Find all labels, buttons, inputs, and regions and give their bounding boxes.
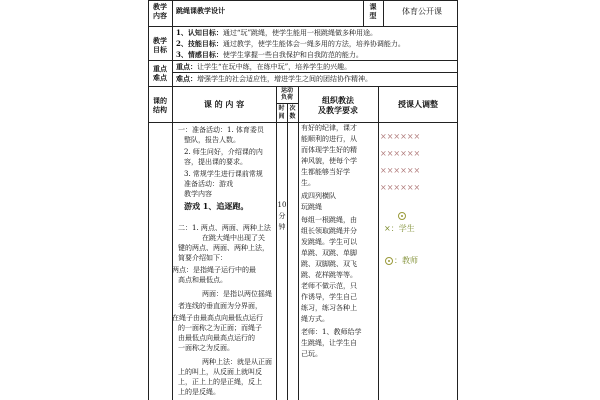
teacher-position-icon: [398, 212, 406, 220]
content-line: 一：准备活动：1. 体育委员: [178, 126, 264, 134]
divider-content-col: [276, 86, 277, 400]
content-line: 3. 常规学生进行课前常规: [184, 170, 263, 178]
method-line: 神风貌，使每个学: [301, 157, 357, 165]
difficulty-point: [176, 74, 372, 84]
content-line: 教学内容: [184, 190, 212, 198]
method-line: 生。: [301, 179, 315, 187]
content-line: 高点和最低点。: [178, 276, 227, 284]
goals-label: 教学 目标: [153, 36, 167, 54]
row-divider-4: [148, 122, 458, 123]
load-header: 运动 负荷: [280, 87, 293, 101]
content-line: 由最低点向最高点运行的: [178, 334, 255, 342]
content-line: 二：1. 两点、两面、两种上法: [178, 224, 271, 232]
method-line: 跳、花样跳等等。: [301, 271, 357, 279]
time-value: 10 分 钟: [277, 201, 287, 231]
content-line: 游戏 1、追逐跑。: [184, 201, 249, 211]
table-border-top: [148, 0, 458, 1]
method-line: 组长领取跳绳并分: [301, 227, 357, 235]
legend-teacher: ：教师: [394, 256, 418, 265]
goal-item-2: [176, 39, 405, 49]
method-line: 发跳绳。学生可以: [301, 238, 357, 246]
divider-method-col: [378, 86, 379, 400]
divider-type-value: [383, 0, 384, 26]
content-line: 容，提出课的要求。: [184, 158, 247, 166]
structure-header: 课的 结构: [153, 96, 167, 114]
divider-time-col: [287, 103, 288, 400]
goal-title-3: 3、情感目标：: [176, 50, 223, 59]
formation-row: ××××××: [380, 183, 421, 192]
content-line: 键的两点、两面、两种上法，: [178, 244, 269, 252]
count-header: 次 数: [289, 105, 296, 120]
method-header: 组织教法 及教学要求: [318, 95, 358, 115]
content-line: 在跳大绳中出现了关: [202, 234, 265, 242]
method-line: 绳方式。: [301, 315, 329, 323]
divider-load-col: [298, 86, 299, 400]
goal-text-2: 通过教学，使学生能体会一绳多用的方法，培养协调能力。: [222, 40, 405, 48]
diff-text: 增强学生的社会适应性，增进学生之间的团结协作精神。: [197, 75, 372, 83]
lesson-plan-page: [148, 0, 458, 400]
formation-row: ××××××: [380, 166, 421, 175]
method-line: 有好的纪律，课才: [301, 124, 357, 132]
row-divider-key: [172, 72, 458, 73]
formation-row: ××××××: [380, 149, 421, 158]
method-line: 跳、双脚跳、双飞: [301, 260, 357, 268]
goal-text-1: 通过“玩”跳绳，使学生能用一根跳绳做多种用途。: [222, 29, 378, 37]
legend-student: ×：学生: [384, 224, 415, 233]
method-line: 作诱导，学生自己: [301, 293, 357, 301]
goal-item-3: [176, 50, 363, 60]
keypoints-label: 重点 难点: [153, 64, 167, 82]
method-line: 玩跳绳: [301, 203, 322, 211]
diff-title: 难点：: [176, 74, 197, 83]
method-line: 老师不做示范，只: [301, 282, 357, 290]
method-line: 老师：1、教师给学: [301, 328, 362, 336]
type-value: 体育公开课: [402, 7, 442, 16]
key-point: [176, 62, 351, 72]
method-line: 能顺利的进行，从: [301, 135, 357, 143]
content-line: 上，正上上的是正绳，反上: [178, 378, 262, 386]
type-label: 课 型: [369, 2, 377, 20]
goal-title-2: 2、技能目标：: [176, 39, 223, 48]
content-header: 课 的 内 容: [203, 99, 245, 109]
goal-text-3: 使学生掌握一些自我保护和自我防范的能力。: [222, 51, 363, 59]
goal-title-1: 1、认知目标：: [176, 28, 223, 37]
content-line: 2. 师生问好，介绍课的内: [184, 148, 263, 156]
content-line: 两种上法：就是从正面: [202, 358, 272, 366]
method-line: 单跳、双跳、单脚: [301, 249, 357, 257]
content-line: 两面：是指以两位摇绳: [202, 290, 272, 298]
content-line: 整队，报告人数。: [184, 136, 240, 144]
goal-item-1: [176, 28, 377, 38]
content-line: 在绳子由最高点向最低点运行: [172, 314, 263, 322]
method-line: 而体现学生好的精: [301, 146, 357, 154]
teacher-legend-icon: [385, 257, 393, 265]
content-line: 者连线的垂直面为分界面，: [178, 302, 262, 310]
content-line: 上的是反绳。: [178, 388, 220, 396]
key-text: 让学生“在玩中练，在练中玩”，培养学生的兴趣。: [197, 63, 352, 71]
method-line: 己玩。: [301, 350, 322, 358]
adjust-header: 授课人调整: [398, 99, 438, 109]
time-header: 时 间: [278, 105, 285, 120]
key-title: 重点：: [176, 62, 197, 71]
method-line: 每组一根跳绳，由: [301, 216, 357, 224]
divider-structure-col: [172, 86, 173, 400]
method-line: 生跳绳，让学生自: [301, 339, 357, 347]
content-line: 上的叫上，从反面上就叫反: [178, 368, 262, 376]
method-line: 生都能够当好学: [301, 168, 350, 176]
content-line: 准备活动：游戏: [184, 180, 233, 188]
content-line: 简要介绍如下：: [178, 254, 227, 262]
method-line: 练习，练习各种上: [301, 304, 357, 312]
topic-label: 教学 内容: [153, 2, 167, 20]
content-line: 两点：是指绳子运行中的最: [172, 266, 256, 274]
content-line: 的一面称之为正面；而绳子: [178, 324, 262, 332]
row-divider-2: [148, 60, 458, 61]
formation-row: ××××××: [380, 132, 421, 141]
row-divider-3: [148, 86, 458, 87]
content-line: 一面称之为反面。: [178, 344, 234, 352]
topic-value: 跳绳课教学设计: [176, 6, 225, 15]
row-divider-1: [148, 26, 458, 27]
method-line: 成四列横队: [301, 192, 336, 200]
